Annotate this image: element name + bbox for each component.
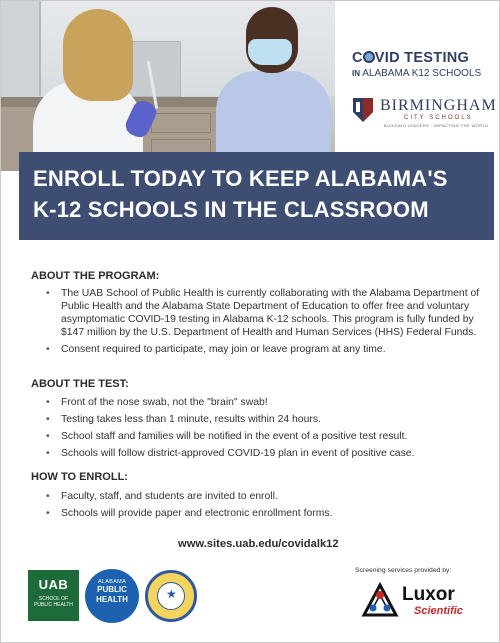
uab-mark: UAB (38, 577, 69, 592)
uab-text-2: PUBLIC HEALTH (34, 602, 73, 608)
luxor-molecule-icon (360, 581, 400, 621)
district-emblem-icon (351, 96, 375, 122)
adph-text-3: HEALTH (96, 594, 128, 604)
list-item: • Testing takes less than 1 minute, results within 24 hours. (44, 413, 484, 426)
list-item: • School staff and families will be notified in the event of a positive test result. (44, 430, 484, 443)
headline-banner (19, 152, 494, 240)
headline-line-2: K-12 SCHOOLS IN THE CLASSROOM (33, 197, 429, 222)
list-item: • Front of the nose swab, not the "brain" swab! (44, 396, 484, 409)
covid-sub-text: ALABAMA K12 SCHOOLS (362, 68, 482, 79)
section-heading-program: ABOUT THE PROGRAM: (31, 270, 160, 282)
luxor-subtitle: Scientific (414, 605, 463, 617)
list-item: • The UAB School of Public Health is currently collaborating with the Alabama Department of Public Health and the Alabama State Department of Education to offer free and voluntary asymptomatic COVID-19 testing in Alabama K-12 schools. This program is fully funded by $147 million by the U.S. Department of Health and Human Services (HHS) Federal Funds. (44, 287, 484, 339)
headline-line-1: ENROLL TODAY TO KEEP ALABAMA'S (33, 166, 448, 191)
program-url-link[interactable]: www.sites.uab.edu/covidalk12 (178, 538, 339, 550)
photo-drawer (151, 113, 211, 133)
adph-text-1: ALABAMA (97, 579, 127, 585)
covid-logo-letter: C (352, 50, 363, 66)
covid-testing-logo (352, 50, 498, 66)
list-item: • Consent required to participate, may join or leave program at any time. (44, 343, 484, 356)
luxor-wordmark: Luxor (402, 584, 455, 605)
photo-healthworker-hair (63, 9, 133, 101)
district-title: BIRMINGHAM (380, 97, 497, 114)
section-heading-test: ABOUT THE TEST: (31, 378, 129, 390)
covid-testing-subtitle (352, 68, 498, 79)
list-item: • Schools will follow district-approved COVID-19 plan in event of positive case. (44, 447, 484, 460)
list-item: • Schools will provide paper and electronic enrollment forms. (44, 507, 484, 520)
program-list (44, 287, 484, 360)
adph-text-2: PUBLIC (97, 585, 127, 594)
screening-text: Screening services provided by: (355, 567, 452, 574)
hero-photo (1, 1, 335, 171)
seal-star-icon: ★ (166, 587, 177, 601)
district-subtitle: CITY SCHOOLS (404, 115, 473, 121)
section-heading-enroll: HOW TO ENROLL: (31, 471, 128, 483)
list-item: • Faculty, staff, and students are invited to enroll. (44, 490, 484, 503)
covid-logo-rest: VID TESTING (374, 50, 470, 66)
photo-cabinet (1, 1, 41, 96)
uab-text-1: SCHOOL OF (38, 596, 69, 602)
logo-panel (336, 1, 499, 171)
state-education-seal-icon (145, 570, 197, 622)
test-list (44, 396, 484, 464)
district-tagline: BUILDING LEADERS · IMPACTING THE WORLD (384, 123, 489, 128)
photo-mask (248, 39, 292, 65)
adph-logo (85, 569, 139, 623)
uab-logo (28, 570, 79, 621)
enroll-list (44, 490, 484, 524)
virus-icon (363, 51, 375, 63)
covid-sub-prefix: IN (352, 69, 360, 78)
